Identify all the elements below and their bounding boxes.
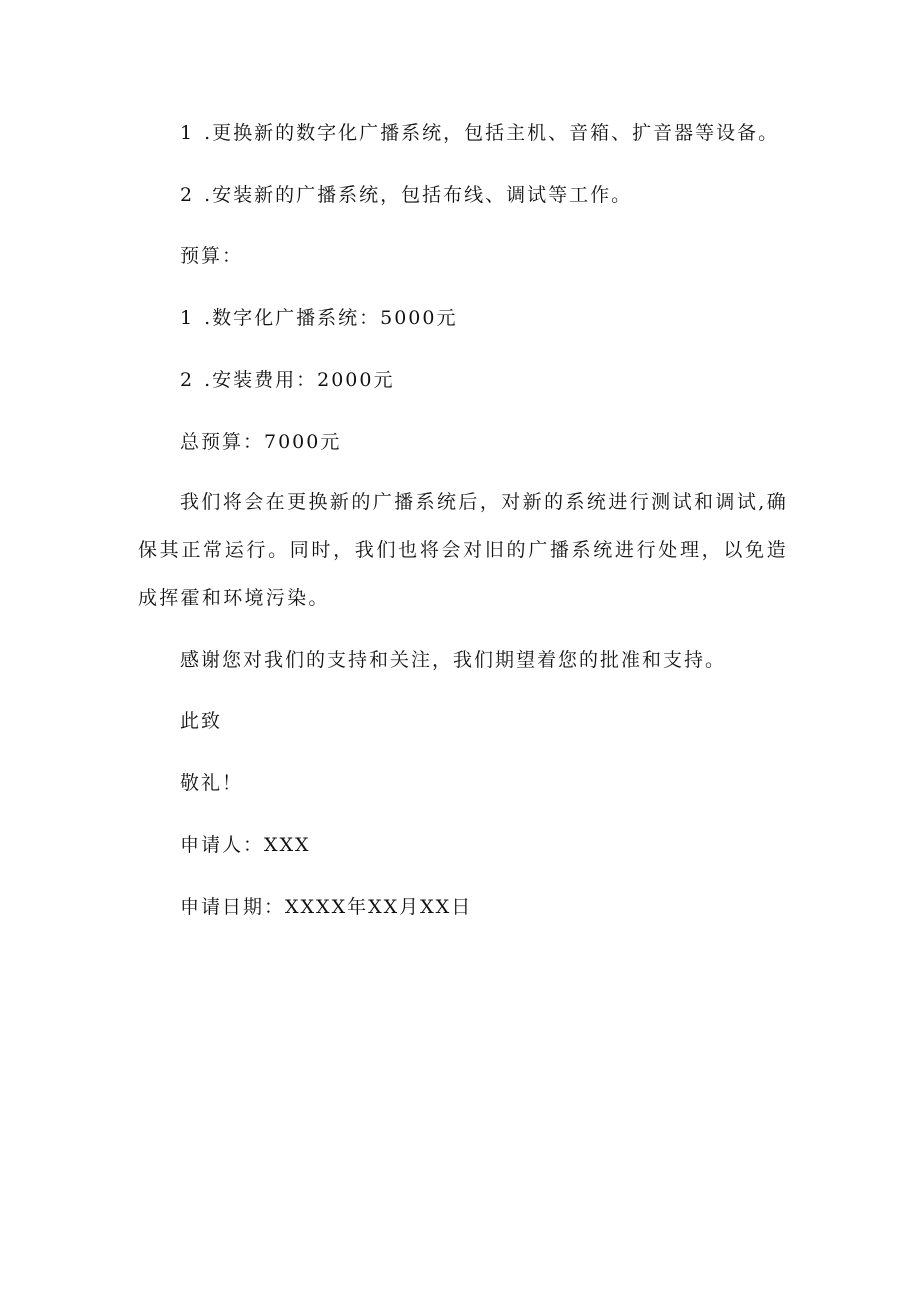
budget-item-text: .数字化广播系统：5000元: [204, 307, 458, 329]
budget-item-number: 1: [180, 307, 195, 329]
list-item: [180, 183, 632, 207]
thanks-paragraph: 感谢您对我们的支持和关注，我们期望着您的批准和支持。: [180, 649, 727, 671]
budget-item: [180, 306, 458, 330]
total-budget: 总预算：7000元: [180, 431, 342, 453]
closing-salutation: 此致: [180, 710, 223, 732]
list-item: [180, 121, 779, 145]
budget-item-number: 2: [180, 369, 195, 391]
closing-regards: 敬礼！: [180, 772, 244, 794]
applicant-line: 申请人：XXX: [180, 834, 311, 856]
date-line: 申请日期：XXXX年XX月XX日: [180, 896, 473, 918]
list-item-text: .更换新的数字化广播系统，包括主机、音箱、扩音器等设备。: [204, 122, 780, 144]
budget-heading: 预算：: [180, 245, 244, 267]
list-item-text: .安装新的广播系统，包括布线、调试等工作。: [204, 184, 633, 206]
plan-paragraph: 我们将会在更换新的广播系统后，对新的系统进行测试和调试,确保其正常运行。同时，我们也将会对旧的广播系统进行处理，以免造成挥霍和环境污染。: [138, 491, 788, 609]
list-item-number: 2: [180, 184, 195, 206]
budget-item-text: .安装费用：2000元: [204, 369, 395, 391]
budget-item: [180, 368, 395, 392]
list-item-number: 1: [180, 122, 195, 144]
